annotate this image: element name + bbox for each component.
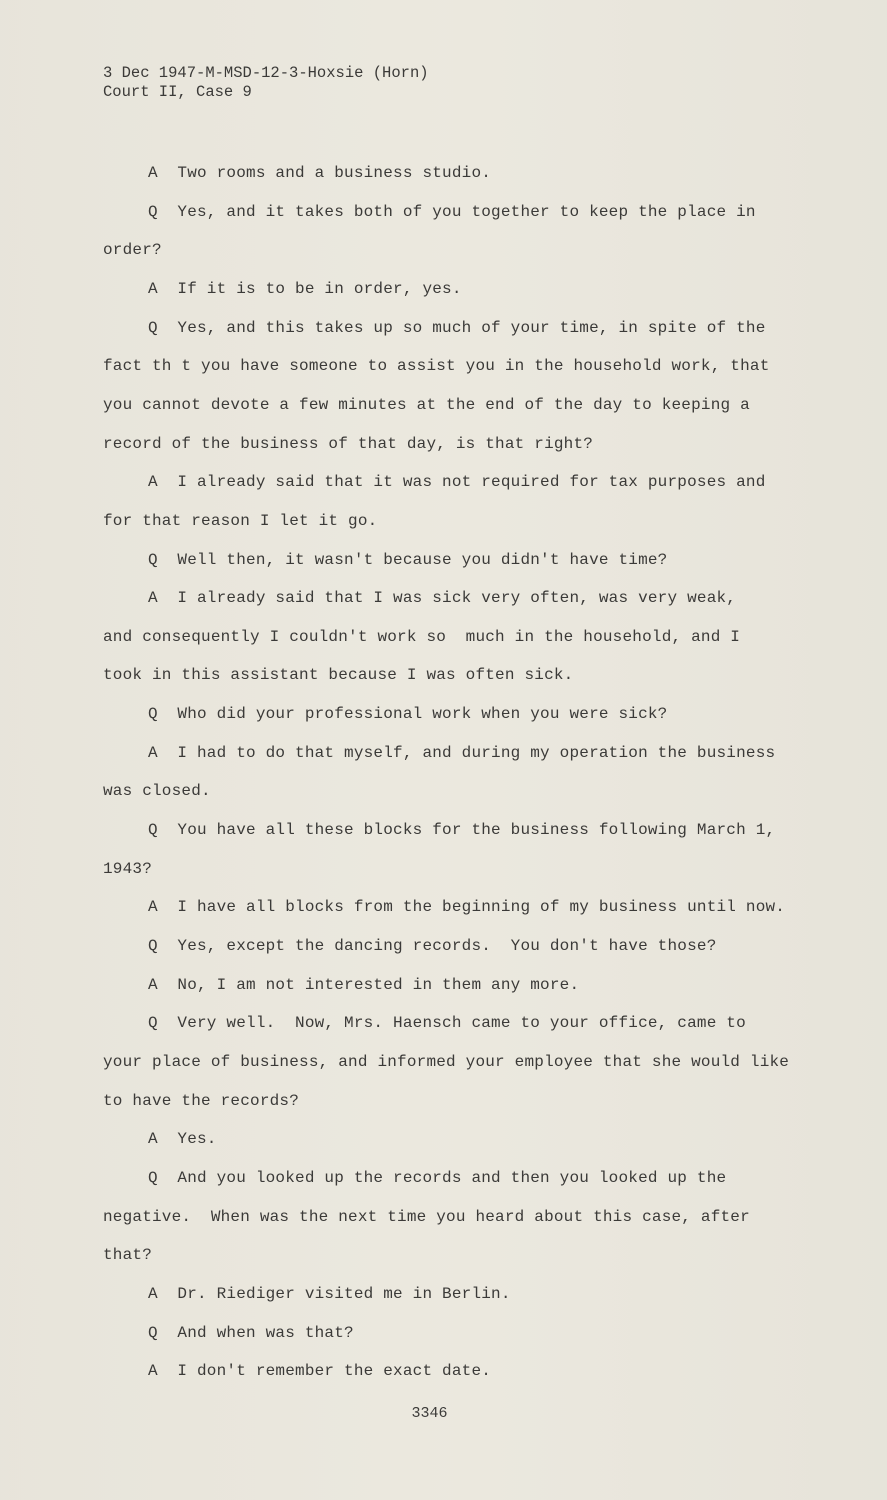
answer-line: A No, I am not interested in them any more. xyxy=(148,975,580,994)
continuation-line: negative. When was the next time you heard about this case, after xyxy=(103,1207,750,1226)
continuation-line: and consequently I couldn't work so much in the household, and I xyxy=(103,627,741,646)
continuation-line: record of the business of that day, is that right? xyxy=(103,434,594,453)
question-line: Q Yes, and it takes both of you together to keep the place in xyxy=(148,202,756,221)
answer-line: A I had to do that myself, and during my operation the business xyxy=(148,743,776,762)
continuation-line: that? xyxy=(103,1246,153,1265)
continuation-line: 1943? xyxy=(103,859,153,878)
continuation-line: took in this assistant because I was often sick. xyxy=(103,666,574,685)
question-line: Q And you looked up the records and then you looked up the xyxy=(148,1168,727,1187)
continuation-line: for that reason I let it go. xyxy=(103,511,378,530)
question-line: Q You have all these blocks for the business following March 1, xyxy=(148,821,776,840)
question-line: Q Very well. Now, Mrs. Haensch came to your office, came to xyxy=(148,1014,746,1033)
question-line: Q Who did your professional work when you were sick? xyxy=(148,705,668,724)
answer-line: A I have all blocks from the beginning of my business until now. xyxy=(148,898,786,917)
continuation-line: your place of business, and informed your employee that she would like xyxy=(103,1052,790,1071)
continuation-line: fact th t you have someone to assist you in the household work, that xyxy=(103,357,770,376)
answer-line: A I already said that it was not required for tax purposes and xyxy=(148,473,766,492)
question-line: Q Well then, it wasn't because you didn't have time? xyxy=(148,550,668,569)
header-court-case: Court II, Case 9 xyxy=(103,83,252,101)
continuation-line: was closed. xyxy=(103,782,211,801)
continuation-line: to have the records? xyxy=(103,1091,300,1110)
page-number: 3346 xyxy=(411,1405,448,1422)
answer-line: A If it is to be in order, yes. xyxy=(148,279,462,298)
answer-line: A Two rooms and a business studio. xyxy=(148,164,492,182)
continuation-line: order? xyxy=(103,241,162,260)
header-reference: 3 Dec 1947-M-MSD-12-3-Hoxsie (Horn) xyxy=(103,64,429,82)
question-line: Q Yes, except the dancing records. You don't have those? xyxy=(148,937,717,955)
answer-line: A I already said that I was sick very often, was very weak, xyxy=(148,589,737,608)
answer-line: A Dr. Riediger visited me in Berlin. xyxy=(148,1284,511,1303)
answer-line: A Yes. xyxy=(148,1130,217,1149)
question-line: Q Yes, and this takes up so much of your time, in spite of the xyxy=(148,318,766,337)
continuation-line: you cannot devote a few minutes at the end of the day to keeping a xyxy=(103,395,750,414)
answer-line: A I don't remember the exact date. xyxy=(148,1362,492,1381)
question-line: Q And when was that? xyxy=(148,1323,354,1342)
